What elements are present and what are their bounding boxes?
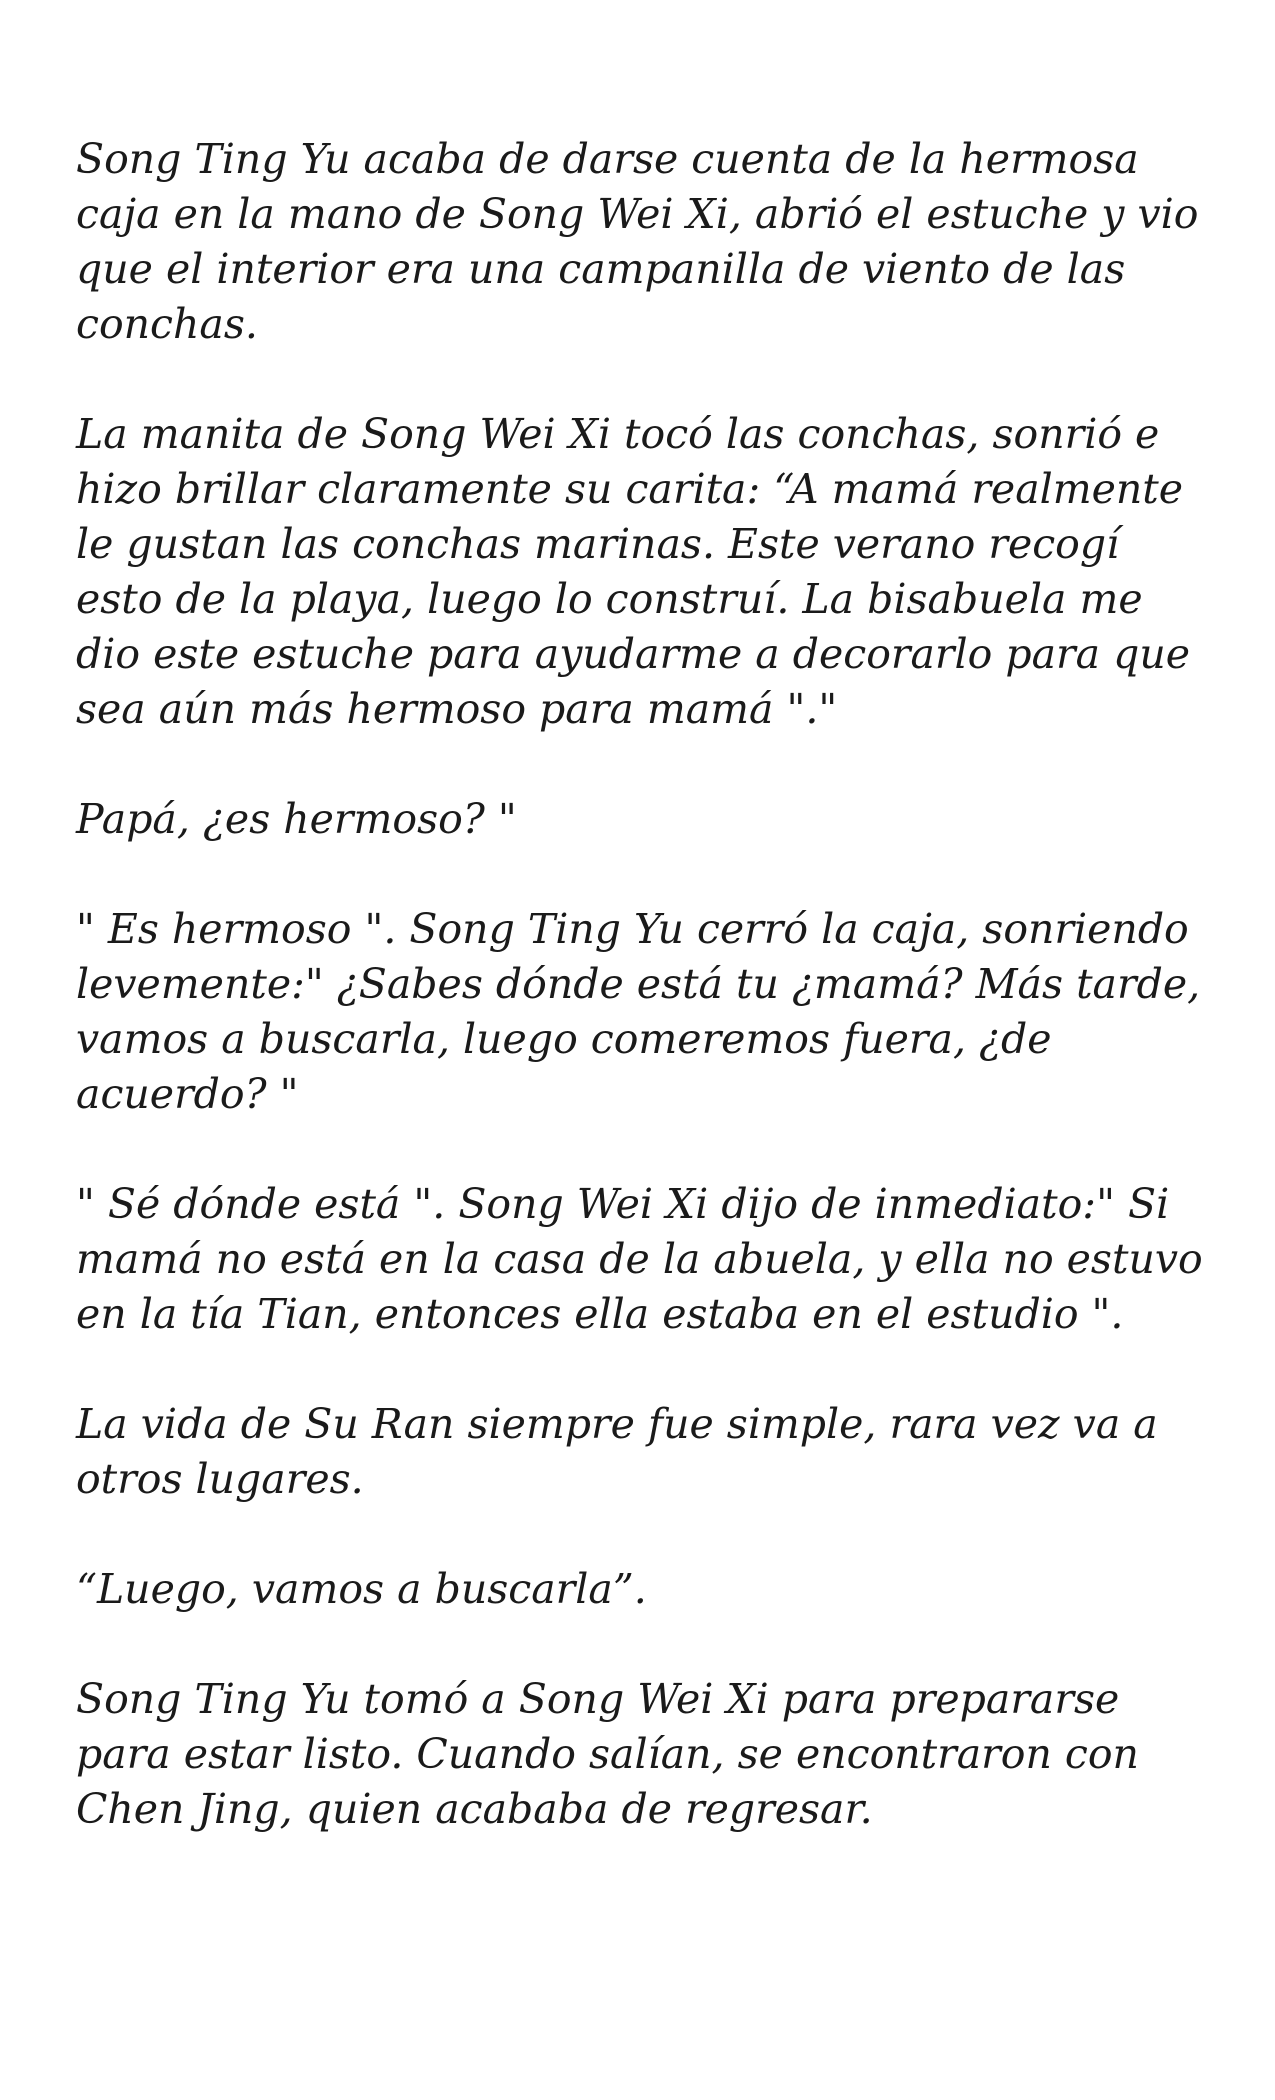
document-body bbox=[76, 132, 1216, 1837]
paragraph: La manita de Song Wei Xi tocó las conchas, sonrió e hizo brillar claramente su carita: “A mamá realmente le gustan las conchas marinas. Este verano recogí esto de la playa, luego lo construí. La bisabuela me dio este estuche para ayudarme a decorarlo para que sea aún más hermoso para mamá "." bbox=[76, 410, 1191, 733]
paragraph: " Sé dónde está ". Song Wei Xi dijo de inmediato:" Si mamá no está en la casa de la abuela, y ella no estuvo en la tía Tian, entonces ella estaba en el estudio ". bbox=[76, 1180, 1203, 1338]
paragraph: “Luego, vamos a buscarla”. bbox=[76, 1565, 647, 1613]
paragraph: La vida de Su Ran siempre fue simple, rara vez va a otros lugares. bbox=[76, 1400, 1158, 1503]
paragraph: Song Ting Yu tomó a Song Wei Xi para prepararse para estar listo. Cuando salían, se encontraron con Chen Jing, quien acababa de regresar. bbox=[76, 1675, 1139, 1833]
paragraph: " Es hermoso ". Song Ting Yu cerró la caja, sonriendo levemente:" ¿Sabes dónde está tu ¿mamá? Más tarde, vamos a buscarla, luego comeremos fuera, ¿de acuerdo? " bbox=[76, 905, 1201, 1118]
paragraph: Papá, ¿es hermoso? " bbox=[76, 795, 517, 843]
paragraph: Song Ting Yu acaba de darse cuenta de la hermosa caja en la mano de Song Wei Xi, abrió el estuche y vio que el interior era una campanilla de viento de las conchas. bbox=[76, 135, 1199, 348]
